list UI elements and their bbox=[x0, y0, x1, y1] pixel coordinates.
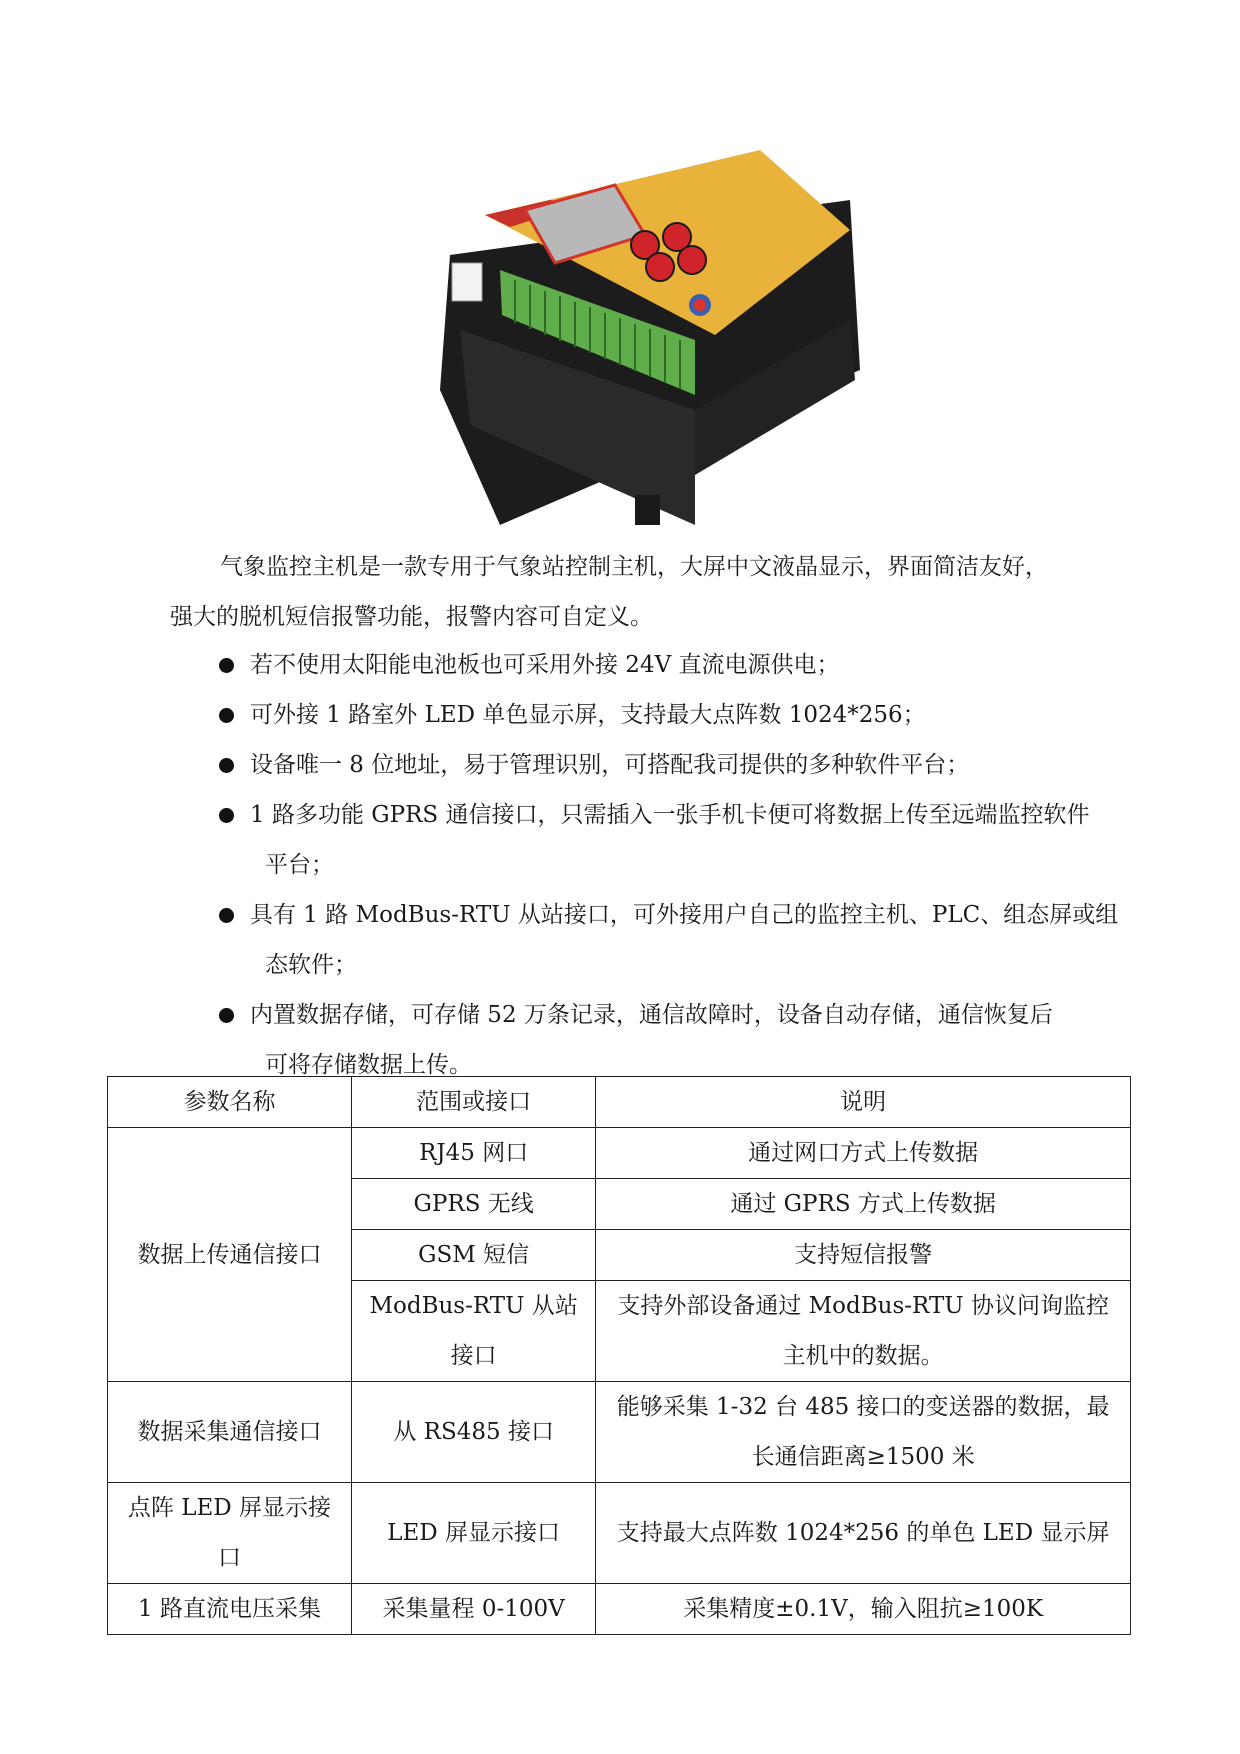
table-row bbox=[108, 1584, 1131, 1635]
bullet-icon bbox=[219, 758, 234, 773]
table-header-row bbox=[108, 1077, 1131, 1128]
param-name-cell: 点阵 LED 屏显示接口 bbox=[108, 1483, 352, 1584]
range-cell: ModBus-RTU 从站接口 bbox=[352, 1281, 596, 1382]
desc-cell: 通过 GPRS 方式上传数据 bbox=[596, 1179, 1131, 1230]
bullet-icon bbox=[219, 658, 234, 673]
desc-cell: 能够采集 1-32 台 485 接口的变送器的数据，最长通信距离≥1500 米 bbox=[596, 1382, 1131, 1483]
table-row bbox=[108, 1382, 1131, 1483]
button-icon bbox=[678, 246, 706, 274]
range-cell: RJ45 网口 bbox=[352, 1128, 596, 1179]
column-header: 说明 bbox=[596, 1077, 1131, 1128]
bullet-icon bbox=[219, 708, 234, 723]
intro-line-1: 气象监控主机是一款专用于气象站控制主机，大屏中文液晶显示，界面简洁友好， bbox=[220, 554, 1048, 580]
list-item: 可外接 1 路室外 LED 单色显示屏，支持最大点阵数 1024*256； bbox=[215, 690, 1130, 740]
column-header: 参数名称 bbox=[108, 1077, 352, 1128]
desc-cell: 支持外部设备通过 ModBus-RTU 协议问询监控主机中的数据。 bbox=[596, 1281, 1131, 1382]
bullet-icon bbox=[219, 908, 234, 923]
range-cell: 采集量程 0-100V bbox=[352, 1584, 596, 1635]
feature-list bbox=[215, 640, 1130, 1090]
button-icon bbox=[646, 253, 674, 281]
range-cell: GPRS 无线 bbox=[352, 1179, 596, 1230]
list-item: 设备唯一 8 位地址，易于管理识别，可搭配我司提供的多种软件平台； bbox=[215, 740, 1130, 790]
param-name-cell: 数据采集通信接口 bbox=[108, 1382, 352, 1483]
desc-cell: 通过网口方式上传数据 bbox=[596, 1128, 1131, 1179]
intro-line-2: 强大的脱机短信报警功能，报警内容可自定义。 bbox=[170, 604, 653, 630]
list-item: 若不使用太阳能电池板也可采用外接 24V 直流电源供电； bbox=[215, 640, 1130, 690]
range-cell: 从 RS485 接口 bbox=[352, 1382, 596, 1483]
param-name-cell: 1 路直流电压采集 bbox=[108, 1584, 352, 1635]
spec-table bbox=[107, 1076, 1131, 1635]
intro-paragraph bbox=[170, 542, 1130, 642]
desc-cell: 支持最大点阵数 1024*256 的单色 LED 显示屏 bbox=[596, 1483, 1131, 1584]
desc-cell: 采集精度±0.1V，输入阻抗≥100K bbox=[596, 1584, 1131, 1635]
white-connector bbox=[452, 263, 482, 301]
column-header: 范围或接口 bbox=[352, 1077, 596, 1128]
param-name-cell: 数据上传通信接口 bbox=[108, 1128, 352, 1382]
desc-cell: 支持短信报警 bbox=[596, 1230, 1131, 1281]
bullet-icon bbox=[219, 1008, 234, 1023]
bullet-icon bbox=[219, 808, 234, 823]
list-item: 1 路多功能 GPRS 通信接口，只需插入一张手机卡便可将数据上传至远端监控软件 平台； bbox=[215, 790, 1130, 890]
range-cell: GSM 短信 bbox=[352, 1230, 596, 1281]
table-row bbox=[108, 1128, 1131, 1179]
device-illustration bbox=[430, 145, 870, 530]
table-row bbox=[108, 1483, 1131, 1584]
range-cell: LED 屏显示接口 bbox=[352, 1483, 596, 1584]
list-item: 内置数据存储，可存储 52 万条记录，通信故障时，设备自动存储，通信恢复后 可将存储数据上传。 bbox=[215, 990, 1130, 1090]
list-item: 具有 1 路 ModBus-RTU 从站接口，可外接用户自己的监控主机、PLC、组态屏或组 态软件； bbox=[215, 890, 1130, 990]
